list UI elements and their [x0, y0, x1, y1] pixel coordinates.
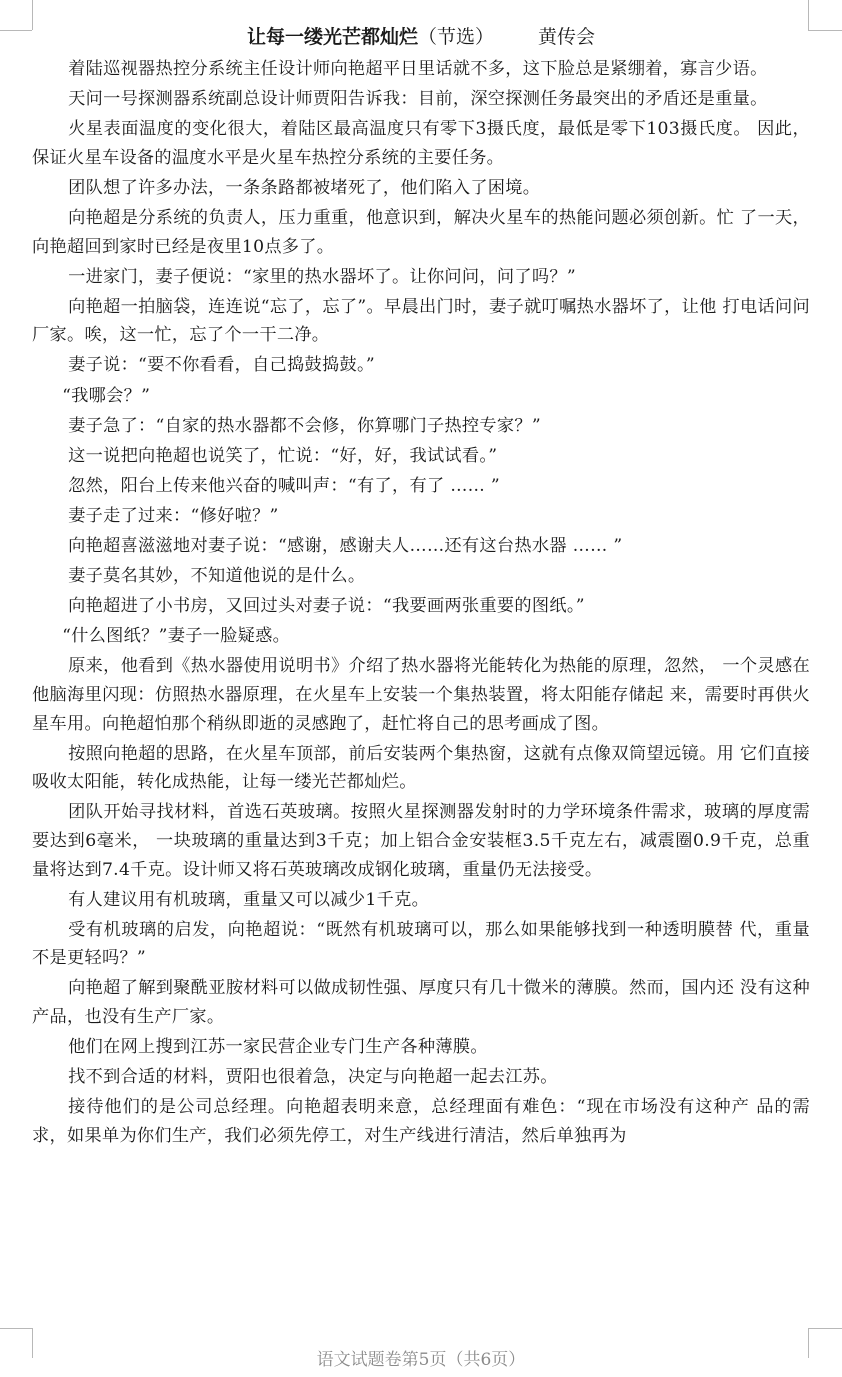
paragraph: 向艳超喜滋滋地对妻子说：“感谢，感谢夫人……还有这台热水器 …… ”	[68, 536, 623, 556]
paragraph: 忽然，阳台上传来他兴奋的喊叫声：“有了，有了 …… ”	[68, 475, 501, 496]
paragraph: 妻子急了：“自家的热水器都不会修，你算哪门子热控专家？”	[68, 415, 541, 436]
article-subtitle: （节选）	[417, 26, 494, 48]
article-title: 让每一缕光芒都灿烂	[246, 26, 418, 48]
paragraph: 火星表面温度的变化很大，着陆区最高温度只有零下3摄氏度，最低是零下103摄氏度。 因此，保证火星车设备的温度水平是火星车热控分系统的主要任务。	[32, 119, 810, 168]
paragraph: 团队想了许多办法，一条条路都被堵死了，他们陷入了困境。	[68, 177, 541, 198]
paragraph: “什么图纸？”妻子一脸疑惑。	[62, 626, 291, 647]
paragraph: 向艳超是分系统的负责人，压力重重，他意识到，解决火星车的热能问题必须创新。忙 了一天，向艳超回到家时已经是夜里10点多了。	[32, 207, 810, 257]
paragraph: 受有机玻璃的启发，向艳超说：“既然有机玻璃可以，那么如果能够找到一种透明膜替 代，重量不是更轻吗？”	[32, 919, 810, 969]
article-body	[32, 55, 810, 1152]
paragraph: 妻子说：“要不你看看，自己捣鼓捣鼓。”	[68, 355, 375, 376]
paragraph: 向艳超了解到聚酰亚胺材料可以做成韧性强、厚度只有几十微米的薄膜。然而，国内还 没有这种产品，也没有生产厂家。	[32, 978, 810, 1027]
page-title	[0, 22, 842, 49]
paragraph: 着陆巡视器热控分系统主任设计师向艳超平日里话就不多，这下脸总是紧绷着，寡言少语。	[68, 59, 768, 79]
paragraph: 向艳超进了小书房，又回过头对妻子说：“我要画两张重要的图纸。”	[68, 596, 585, 617]
paragraph: 一进家门，妻子便说：“家里的热水器坏了。让你问问，问了吗？”	[68, 266, 576, 287]
article-author: 黄传会	[538, 26, 596, 48]
paragraph: 接待他们的是公司总经理。向艳超表明来意，总经理面有难色：“现在市场没有这种产 品的需求，如果单为你们生产，我们必须先停工，对生产线进行清洁，然后单独再为	[32, 1097, 810, 1146]
paragraph: 团队开始寻找材料，首选石英玻璃。按照火星探测器发射时的力学环境条件需求，玻璃的厚度需要达到6毫米， 一块玻璃的重量达到3千克；加上铝合金安装框3.5千克左右，减震圈0.9千克，总重量将达到7.4千克。设计师又将石英玻璃改成钢化玻璃，重量仍无法接受。	[32, 802, 810, 880]
paragraph: 找不到合适的材料，贾阳也很着急，决定与向艳超一起去江苏。	[68, 1067, 558, 1088]
page-footer: 语文试题卷第5页（共6页）	[316, 1350, 526, 1370]
paragraph: 向艳超一拍脑袋，连连说“忘了，忘了”。早晨出门时，妻子就叮嘱热水器坏了，让他 打电话问问厂家。唉，这一忙，忘了个一干二净。	[32, 296, 810, 346]
paragraph: “我哪会？”	[62, 385, 151, 406]
paragraph: 这一说把向艳超也说笑了，忙说：“好，好，我试试看。”	[68, 445, 498, 466]
paragraph: 他们在网上搜到江苏一家民营企业专门生产各种薄膜。	[68, 1037, 488, 1058]
crop-mark-bottom-left-h	[0, 1328, 32, 1329]
paragraph: 天问一号探测器系统副总设计师贾阳告诉我：目前，深空探测任务最突出的矛盾还是重量。	[68, 89, 768, 110]
paragraph: 有人建议用有机玻璃，重量又可以减少1千克。	[68, 889, 430, 910]
paragraph: 妻子莫名其妙，不知道他说的是什么。	[68, 566, 366, 587]
paragraph: 妻子走了过来：“修好啦？”	[68, 505, 279, 526]
paragraph: 按照向艳超的思路，在火星车顶部，前后安装两个集热窗，这就有点像双筒望远镜。用 它们直接吸收太阳能，转化成热能，让每一缕光芒都灿烂。	[32, 743, 810, 793]
paragraph: 原来，他看到《热水器使用说明书》介绍了热水器将光能转化为热能的原理，忽然， 一个灵感在他脑海里闪现：仿照热水器原理，在火星车上安装一个集热装置，将太阳能存储起 来，需要时再供火星车用。向艳超怕那个稍纵即逝的灵感跑了，赶忙将自己的思考画成了图。	[32, 656, 810, 734]
crop-mark-bottom-right-h	[808, 1328, 842, 1329]
